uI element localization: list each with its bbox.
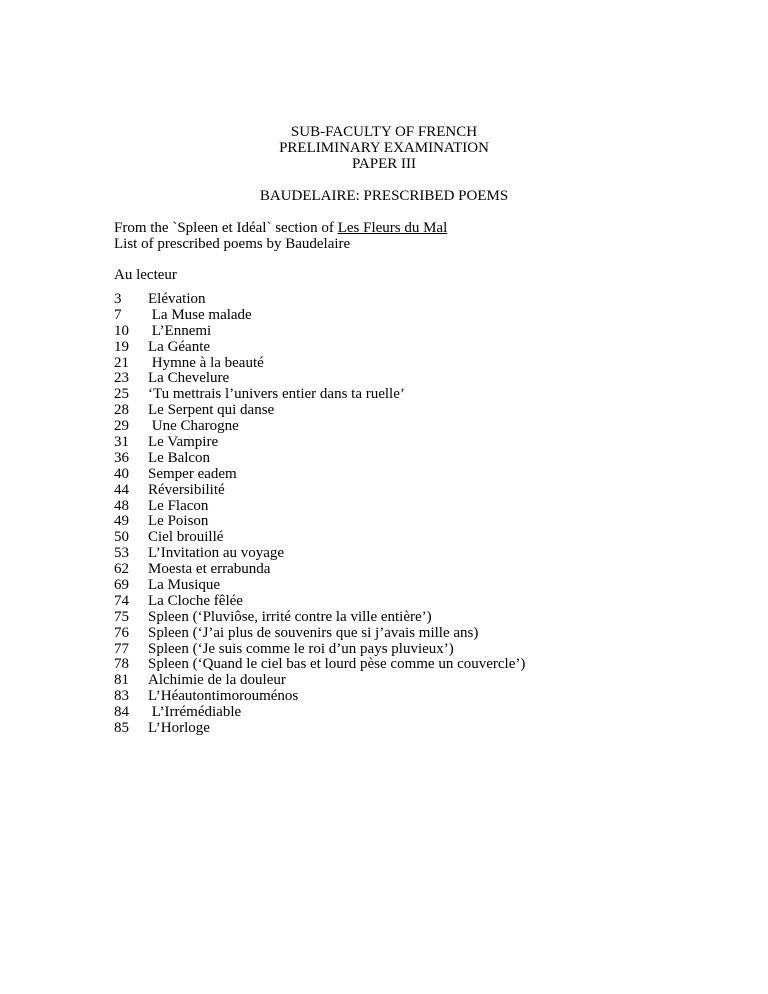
faculty-heading: SUB-FACULTY OF FRENCH — [290, 124, 478, 140]
poem-number: 7 — [114, 306, 122, 323]
poem-title: L’Héautontimorouménos — [148, 688, 299, 705]
poem-number: 23 — [114, 370, 129, 387]
work-title: Les Fleurs du Mal — [337, 220, 448, 236]
poem-title: L’Horloge — [148, 720, 210, 737]
poem-row — [114, 323, 525, 339]
poem-row — [114, 609, 525, 625]
poem-number: 19 — [114, 338, 129, 355]
au-lecteur-heading: Au lecteur — [114, 267, 177, 283]
poem-number: 29 — [114, 418, 129, 435]
poem-number: 48 — [114, 497, 129, 514]
poem-number: 50 — [114, 529, 129, 546]
poem-title: Spleen (‘J’ai plus de souvenirs que si j’avais mille ans) — [148, 624, 479, 641]
poem-title: ‘Tu mettrais l’univers entier dans ta ruelle’ — [148, 386, 405, 403]
poem-row — [114, 625, 525, 641]
poem-number: 62 — [114, 561, 129, 578]
poem-title: Le Flacon — [148, 497, 209, 514]
poem-number: 31 — [114, 434, 129, 451]
intro-prefix: From the `Spleen et Idéal` section of — [114, 220, 338, 236]
poem-row — [114, 291, 525, 307]
poem-number: 25 — [114, 386, 129, 403]
poem-title: Spleen (‘Quand le ciel bas et lourd pèse comme un couvercle’) — [148, 656, 526, 673]
poem-row — [114, 577, 525, 593]
poem-number: 36 — [114, 449, 129, 466]
poem-row — [114, 641, 525, 657]
poem-number: 76 — [114, 624, 129, 641]
poem-number: 81 — [114, 672, 129, 689]
poem-row — [114, 418, 525, 434]
poem-title: Moesta et errabunda — [148, 561, 271, 578]
poem-number: 40 — [114, 465, 129, 482]
poem-row — [114, 434, 525, 450]
poem-number: 83 — [114, 688, 129, 705]
poem-title: Une Charogne — [148, 418, 239, 435]
poem-number: 75 — [114, 608, 129, 625]
poem-row — [114, 370, 525, 386]
intro-line-2: List of prescribed poems by Baudelaire — [114, 236, 351, 252]
poem-title: La Musique — [148, 577, 221, 594]
document-subtitle: BAUDELAIRE: PRESCRIBED POEMS — [259, 188, 509, 204]
poem-row — [114, 355, 525, 371]
paper-heading: PAPER III — [351, 156, 417, 172]
poem-number: 3 — [114, 291, 122, 307]
poem-row — [114, 720, 525, 736]
poem-number: 77 — [114, 640, 129, 657]
poem-title: Hymne à la beauté — [148, 354, 264, 371]
poem-row — [114, 545, 525, 561]
poem-row — [114, 656, 525, 672]
intro-text — [114, 220, 447, 252]
poem-title: Ciel brouillé — [148, 529, 224, 546]
poem-list — [114, 291, 525, 736]
poem-title: L’Irrémédiable — [148, 704, 242, 721]
poem-title: Semper eadem — [148, 465, 237, 482]
poem-row — [114, 561, 525, 577]
poem-number: 74 — [114, 592, 129, 609]
poem-row — [114, 482, 525, 498]
poem-number: 69 — [114, 577, 129, 594]
poem-number: 10 — [114, 322, 129, 339]
poem-number: 85 — [114, 720, 129, 737]
poem-title: Le Serpent qui danse — [148, 402, 275, 419]
poem-title: Le Vampire — [148, 434, 219, 451]
poem-title: Spleen (‘Pluviôse, irrité contre la ville entière’) — [148, 608, 432, 625]
poem-title: La Cloche fêlée — [148, 592, 243, 609]
poem-title: Réversibilité — [148, 481, 225, 498]
poem-number: 84 — [114, 704, 129, 721]
poem-row — [114, 672, 525, 688]
poem-title: Elévation — [148, 291, 206, 307]
poem-row — [114, 402, 525, 418]
poem-number: 78 — [114, 656, 129, 673]
poem-number: 53 — [114, 545, 129, 562]
poem-number: 21 — [114, 354, 129, 371]
poem-number: 44 — [114, 481, 129, 498]
poem-title: L’Ennemi — [148, 322, 212, 339]
poem-row — [114, 386, 525, 402]
poem-title: L’Invitation au voyage — [148, 545, 285, 562]
poem-title: La Chevelure — [148, 370, 230, 387]
poem-number: 28 — [114, 402, 129, 419]
poem-title: Alchimie de la douleur — [148, 672, 286, 689]
poem-title: La Géante — [148, 338, 211, 355]
poem-row — [114, 704, 525, 720]
poem-row — [114, 529, 525, 545]
poem-row — [114, 688, 525, 704]
document-header — [0, 124, 768, 172]
poem-row — [114, 307, 525, 323]
poem-title: Spleen (‘Je suis comme le roi d’un pays pluvieux’) — [148, 640, 454, 657]
poem-title: La Muse malade — [148, 306, 252, 323]
intro-line-1 — [114, 220, 447, 236]
poem-row — [114, 513, 525, 529]
poem-title: Le Balcon — [148, 449, 211, 466]
poem-number: 49 — [114, 513, 129, 530]
poem-row — [114, 593, 525, 609]
poem-title: Le Poison — [148, 513, 209, 530]
examination-heading: PRELIMINARY EXAMINATION — [279, 140, 489, 156]
poem-row — [114, 466, 525, 482]
poem-row — [114, 339, 525, 355]
poem-row — [114, 450, 525, 466]
poem-row — [114, 498, 525, 514]
